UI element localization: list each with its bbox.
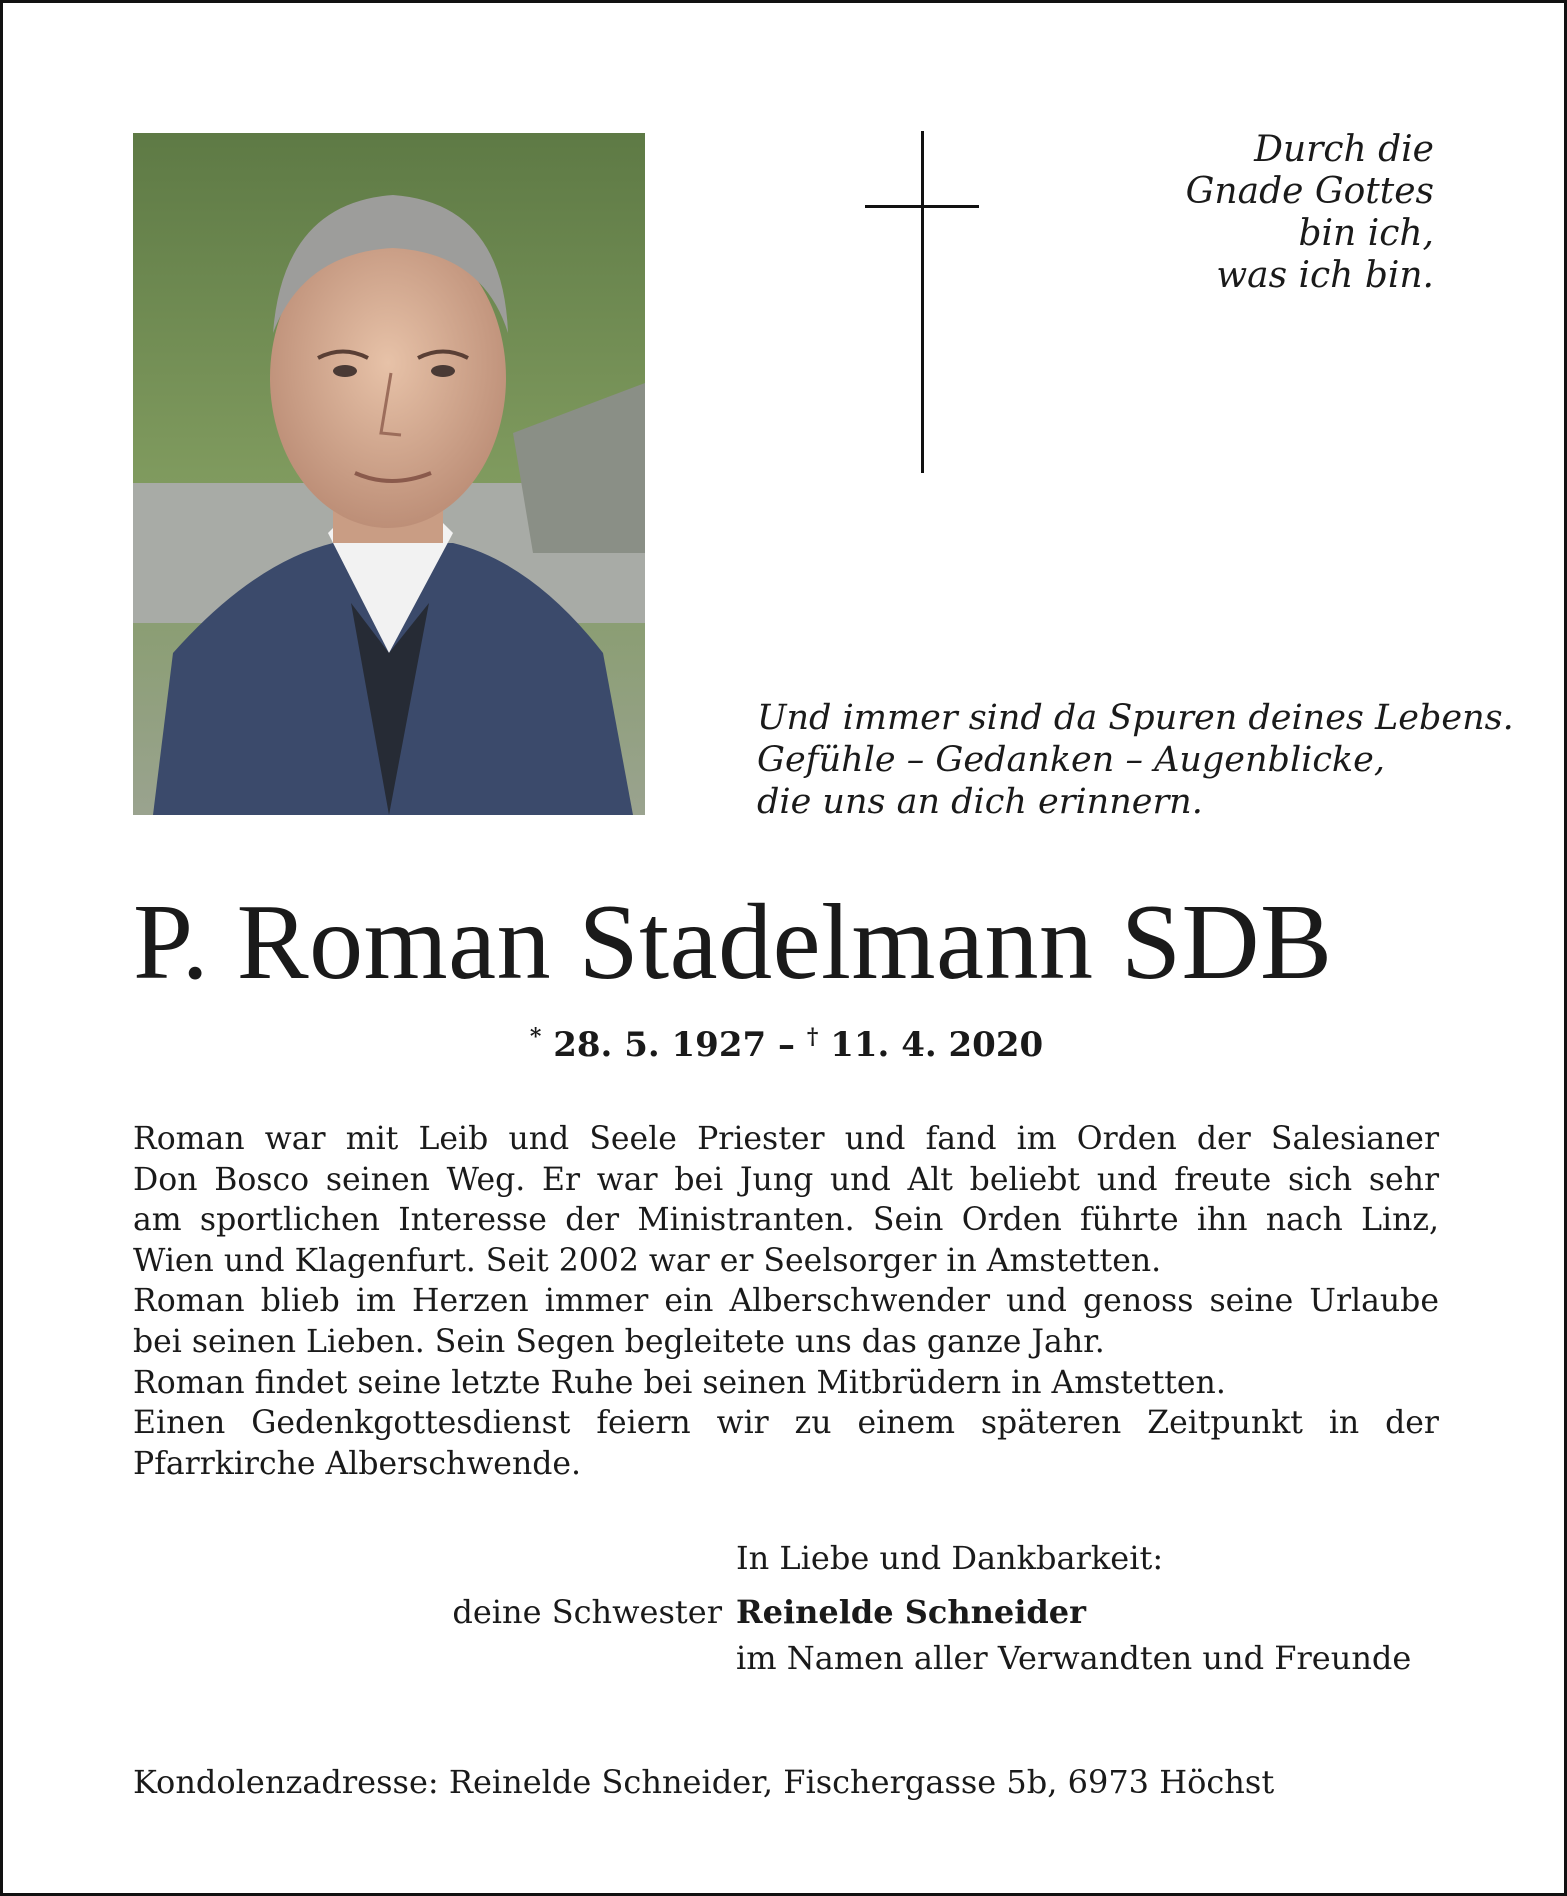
obituary-line: Roman war mit Leib und Seele Priester und fand im Orden der Salesianer [133,1121,1439,1157]
top-quote [1054,129,1434,297]
top-quote-line: Gnade Gottes [1185,171,1434,212]
obituary-line: Wien und Klagenfurt. Seit 2002 war er Seelsorger in Amstetten. [133,1242,1162,1279]
signoff-relation: deine Schwester [452,1593,722,1631]
top-quote-line: Durch die [1254,129,1434,170]
obituary-line: Don Bosco seinen Weg. Er war bei Jung und Alt beliebt und freute sich sehr [133,1161,1439,1198]
death-symbol: † [806,1024,819,1050]
memorial-quote [757,697,1514,823]
top-quote-line: bin ich, [1298,213,1434,254]
portrait-illustration [133,133,645,815]
signoff-signer: Reinelde Schneider [736,1593,1086,1631]
memorial-quote-line: die uns an dich erinnern. [757,782,1203,822]
deceased-name: P. Roman Stadelmann SDB [133,883,1333,1002]
obituary-text [133,1119,1439,1484]
memorial-quote-line: Und immer sind da Spuren deines Lebens. [757,698,1514,738]
death-date: 11. 4. 2020 [830,1025,1044,1065]
birth-symbol: * [529,1024,542,1050]
obituary-line: Pfarrkirche Alberschwende. [133,1445,582,1482]
obituary-line: Roman findet seine letzte Ruhe bei seinen Mitbrüdern in Amstetten. [133,1364,1226,1401]
life-dates [3,1015,1567,1067]
birth-date: 28. 5. 1927 – [553,1025,795,1065]
cross-icon [865,131,979,473]
obituary-line: Einen Gedenkgottesdienst feiern wir zu einem späteren Zeitpunkt in der [133,1405,1439,1442]
signoff-greeting: In Liebe und Dankbarkeit: [736,1539,1164,1577]
obituary-line: Roman blieb im Herzen immer ein Alberschwender und genoss seine Urlaube [133,1283,1439,1320]
obituary-line: bei seinen Lieben. Sein Segen begleitete uns das ganze Jahr. [133,1323,1105,1360]
signoff-all: im Namen aller Verwandten und Freunde [736,1639,1412,1677]
condolence-address: Kondolenzadresse: Reinelde Schneider, Fischergasse 5b, 6973 Höchst [133,1763,1275,1801]
obituary-line: am sportlichen Interesse der Ministranten. Sein Orden führte ihn nach Linz, [133,1202,1439,1239]
memorial-quote-line: Gefühle – Gedanken – Augenblicke, [757,740,1385,780]
portrait-photo [133,133,645,815]
top-quote-line: was ich bin. [1216,255,1434,296]
